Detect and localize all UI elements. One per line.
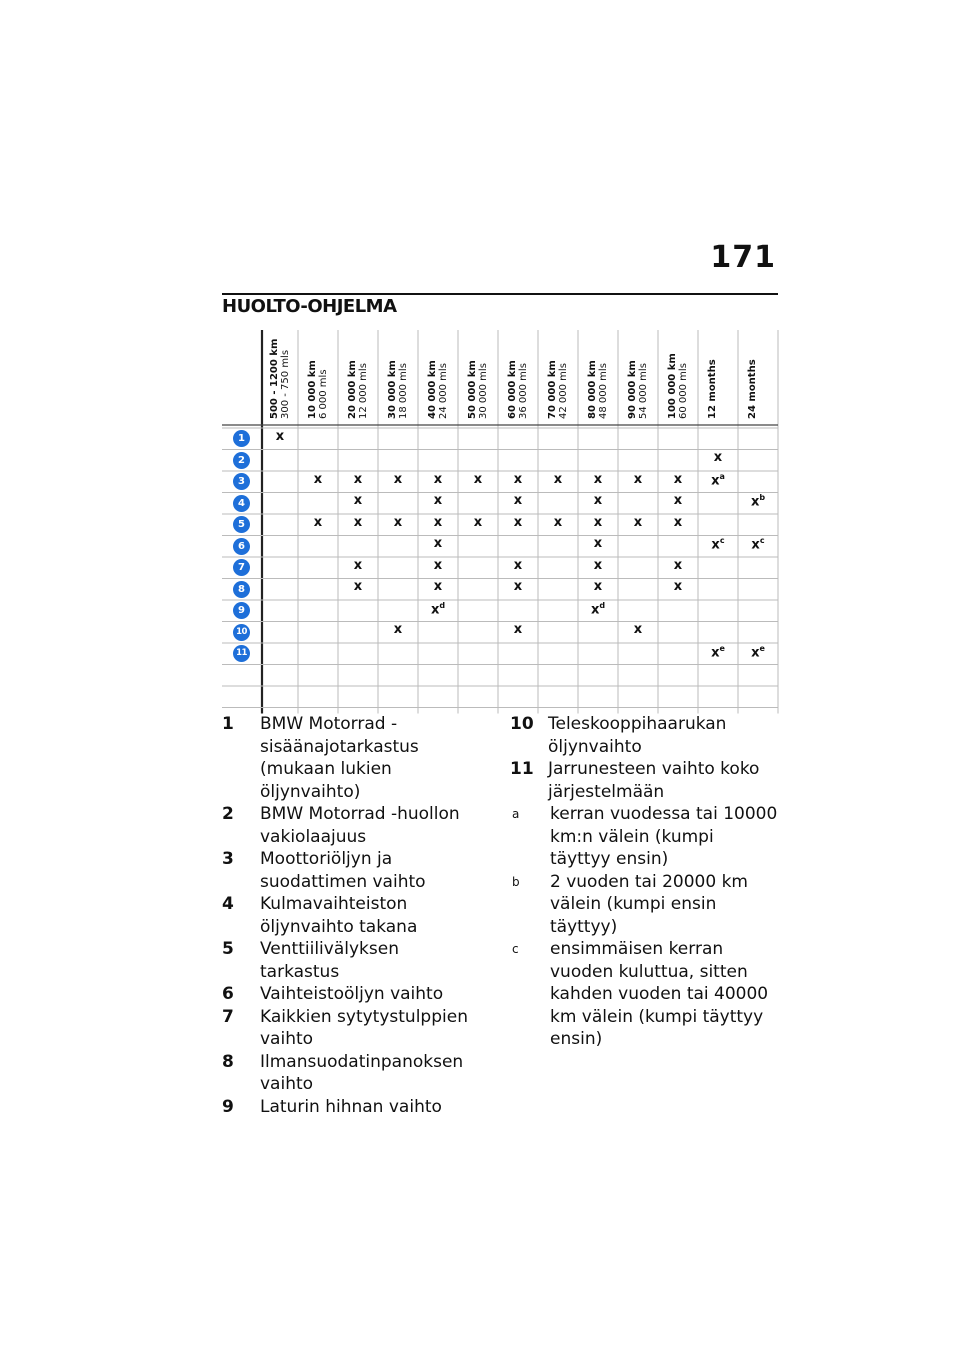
legend-item [222,848,478,893]
legend-item [222,803,478,848]
schedule-mark: x [673,514,683,530]
legend-item [222,713,478,803]
column-header-mls: 54 000 mls [638,363,649,419]
row-number-badge: 4 [233,495,250,512]
legend-number: 3 [222,849,234,869]
column-header-mls: 30 000 mls [478,363,489,419]
column-header-km: 500 - 1200 km [269,338,280,419]
column-header [667,353,689,419]
footnote-mark: b [512,874,520,889]
column-header-mls: 18 000 mls [398,363,409,419]
schedule-mark: x [473,471,483,487]
column-header-km: 12 months [707,359,718,419]
column-header-km: 30 000 km [387,360,398,419]
legend-number: 7 [222,1006,234,1027]
column-header-mls: 48 000 mls [598,363,609,419]
row-number-badge: 7 [233,559,250,576]
footnote-text: ensimmäisen kerran vuoden kuluttua, sitten kahden vuoden tai 40000 km välein (kumpi täyttyy ensin) [550,939,769,1049]
schedule-mark: x [393,622,403,638]
schedule-mark: $x^b$ [750,493,766,510]
footnote [510,803,778,871]
footnote [510,871,778,939]
legend-number: 6 [222,984,234,1004]
schedule-mark: x [633,514,643,530]
schedule-mark: x [353,579,363,595]
legend-text: Laturin hihnan vaihto [260,1096,442,1117]
schedule-mark: x [593,471,603,487]
legend-item [222,938,478,983]
column-header-mls: 42 000 mls [558,363,569,419]
schedule-mark: x [393,514,403,530]
footnote-text: kerran vuodessa tai 10000 km:n välein (kumpi täyttyy ensin) [550,804,778,869]
legend-number: 11 [510,759,534,779]
schedule-mark: x [473,514,483,530]
column-header-mls: 36 000 mls [518,363,529,419]
schedule-mark: x [433,536,443,552]
legend-text: Moottoriöljyn ja suodattimen vaihto [260,849,426,892]
schedule-mark: x [633,471,643,487]
row-number-badge: 6 [233,538,250,555]
footnote-text: 2 vuoden tai 20000 km välein (kumpi ensin täyttyy) [550,871,748,937]
column-header-km: 10 000 km [307,360,318,419]
column-header-km: 24 months [747,359,758,419]
legend-right [510,713,778,1051]
column-header-mls: 12 000 mls [358,363,369,419]
legend-number: 4 [222,894,234,914]
legend-text: Kaikkien sytytystulppien vaihto [260,1006,468,1049]
row-number-badge: 8 [233,581,250,598]
legend-item [222,1051,478,1096]
legend-text: Kulmavaihteiston öljynvaihto takana [260,894,418,937]
column-header [547,360,569,419]
legend-text: Teleskooppihaarukan öljynvaihto [548,714,727,757]
schedule-mark: x [513,471,523,487]
legend-text: BMW Motorrad -sisäänajotarkastus (mukaan lukien öljynvaihto) [260,714,419,802]
schedule-mark: $x^c$ [711,536,725,553]
legend-text: Jarrunesteen vaihto koko järjestelmään [548,759,760,802]
row-number-badge: 1 [233,430,250,447]
row-number-badge: 11 [233,645,250,662]
legend-text: Venttiilivälyksen tarkastus [260,939,399,982]
legend-item [510,713,778,758]
schedule-mark: x [553,514,563,530]
schedule-mark: $x^e$ [751,643,765,661]
legend-number: 8 [222,1051,234,1072]
column-header [467,360,489,419]
schedule-mark: x [513,579,523,595]
legend-number: 1 [222,714,234,734]
page-number: 171 [710,240,776,275]
legend-number: 5 [222,939,234,959]
column-header-km: 90 000 km [627,360,638,419]
column-header [747,359,758,419]
footnote [510,938,778,1051]
schedule-mark: x [633,622,643,638]
legend-text: Ilmansuodatinpanoksen vaihto [260,1051,464,1094]
schedule-mark: x [593,514,603,530]
column-header-mls: 300 - 750 mls [280,349,291,419]
legend-number: 10 [510,714,534,734]
column-header-mls: 60 000 mls [678,363,689,419]
schedule-mark: x [433,493,443,509]
schedule-mark: $x^a$ [711,471,725,489]
legend-left [222,713,478,1118]
column-header [707,359,718,419]
schedule-mark: x [353,514,363,530]
footnote-mark: c [512,942,519,956]
schedule-mark: x [275,428,285,444]
legend-item [222,1096,478,1119]
column-header [307,360,329,419]
schedule-mark: x [353,557,363,573]
schedule-mark: x [353,493,363,509]
schedule-mark: x [313,514,323,530]
column-header [427,360,449,419]
column-header [587,360,609,419]
schedule-mark: x [513,514,523,530]
schedule-mark: x [593,557,603,573]
column-header-km: 100 000 km [667,353,678,419]
column-header [347,360,369,419]
footnote-mark: a [512,807,520,821]
legend-item [510,758,778,803]
schedule-mark: x [593,493,603,509]
schedule-mark: x [433,557,443,573]
row-number-badge: 2 [233,452,250,469]
legend-item [222,893,478,938]
legend-item [222,1006,478,1051]
schedule-mark: x [353,471,363,487]
column-header-km: 40 000 km [427,360,438,419]
column-header [507,360,529,419]
schedule-mark: x [593,536,603,552]
column-header-mls: 24 000 mls [438,363,449,419]
section-title: HUOLTO-OHJELMA [222,296,397,317]
row-number-badge: 9 [233,602,250,619]
schedule-mark: x [713,450,723,466]
schedule-mark: x [513,557,523,573]
legend-number: 2 [222,804,234,824]
row-number-badge: 10 [233,624,250,641]
column-header-km: 60 000 km [507,360,518,419]
column-header-km: 70 000 km [547,360,558,419]
column-header [269,339,291,419]
schedule-mark: $x^c$ [751,536,765,553]
schedule-mark: x [673,579,683,595]
column-header [627,360,649,419]
column-header [387,360,409,419]
legend-item [222,983,478,1006]
schedule-mark: $x^e$ [711,643,725,661]
schedule-mark: x [513,493,523,509]
schedule-mark: x [313,471,323,487]
row-number-badge: 3 [233,473,250,490]
column-header-km: 80 000 km [587,360,598,419]
schedule-mark: x [553,471,563,487]
schedule-mark: x [673,557,683,573]
column-header-km: 50 000 km [467,360,478,419]
schedule-mark: x [593,579,603,595]
legend-number: 9 [222,1096,234,1117]
schedule-mark: x [433,579,443,595]
row-number-badge: 5 [233,516,250,533]
schedule-mark: x [673,493,683,509]
column-header-mls: 6 000 mls [318,369,329,419]
legend-text: Vaihteistoöljyn vaihto [260,984,444,1004]
column-header-km: 20 000 km [347,360,358,419]
schedule-mark: x [513,622,523,638]
schedule-mark: x [433,514,443,530]
legend-text: BMW Motorrad -huollon vakiolaajuus [260,804,460,847]
schedule-mark: x [673,471,683,487]
schedule-mark: x [433,471,443,487]
schedule-mark: $x^d$ [430,600,446,618]
schedule-mark: x [393,471,403,487]
schedule-mark: $x^d$ [590,600,606,618]
